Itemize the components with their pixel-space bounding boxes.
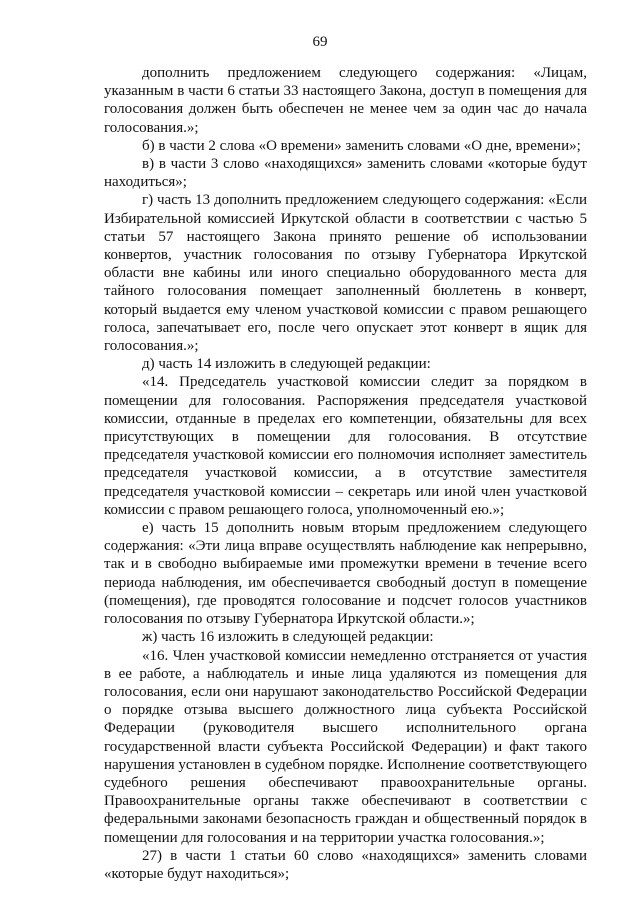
paragraph-1: дополнить предложением следующего содержания: «Лицам, указанным в части 6 статьи 33 настоящего Закона, доступ в помещения для голосования должен быть обеспечен не менее чем за один час до начала голосования.»;: [104, 65, 587, 136]
paragraph-10: 27) в части 1 статьи 60 слово «находящихся» заменить словами «которые будут находиться»;: [104, 847, 587, 882]
paragraph-8: ж) часть 16 изложить в следующей редакции:: [142, 629, 434, 646]
paragraph-7: е) часть 15 дополнить новым вторым предложением следующего содержания: «Эти лица вправе осуществлять наблюдение как непрерывно, так и в свободно выбираемые ими промежутки времени в течение всего периода наблюдения, им обеспечивается свободный доступ в помещение (помещения), где проводятся голосование и подсчет голосов участников голосования по отзыву Губернатора Иркутской области.»;: [104, 520, 587, 628]
page-number: 69: [312, 34, 328, 50]
paragraph-6: «14. Председатель участковой комиссии следит за порядком в помещении для голосования. Распоряжения председателя участковой комиссии, отданные в пределах его компетенции, обязательны для всех присутствующих в помещении для голосования. В отсутствие председателя участковой комиссии его полномочия исполняет заместитель председателя участковой комиссии, а в отсутствие заместителя председателя участковой комиссии – секретарь или иной член участковой комиссии с правом решающего голоса, уполномоченный ею.»;: [104, 374, 587, 518]
paragraph-5: д) часть 14 изложить в следующей редакции:: [142, 356, 431, 373]
paragraph-4: г) часть 13 дополнить предложением следующего содержания: «Если Избирательной комиссией Иркутской области в соответствии с частью 5 статьи 57 настоящего Закона принято решение об использовании конвертов, участник голосования по отзыву Губернатора Иркутской области вне кабины или иного специально оборудованного места для тайного голосования помещает заполненный бюллетень в конверт, который выдается ему членом участковой комиссии с правом решающего голоса, запечатывает его, после чего опускает этот конверт в ящик для голосования.»;: [104, 192, 587, 355]
paragraph-3: в) в части 3 слово «находящихся» заменить словами «которые будут находиться»;: [104, 156, 587, 191]
paragraph-9: «16. Член участковой комиссии немедленно отстраняется от участия в ее работе, а наблюдатель и иные лица удаляются из помещения для голосования, если они нарушают законодательство Российской Федерации о порядке отзыва высшего должностного лица субъекта Российской Федерации (руководителя высшего исполнительного органа государственной власти субъекта Российской Федерации) и факт такого нарушения установлен в судебном порядке. Исполнение соответствующего судебного решения обеспечивают правоохранительные органы. Правоохранительные органы также обеспечивают в соответствии с федеральными законами безопасность граждан и общественный порядок в помещении для голосования и на территории участка голосования.»;: [104, 647, 588, 846]
document-body: [104, 64, 587, 883]
paragraph-2: б) в части 2 слова «О времени» заменить словами «О дне, времени»;: [142, 137, 581, 154]
